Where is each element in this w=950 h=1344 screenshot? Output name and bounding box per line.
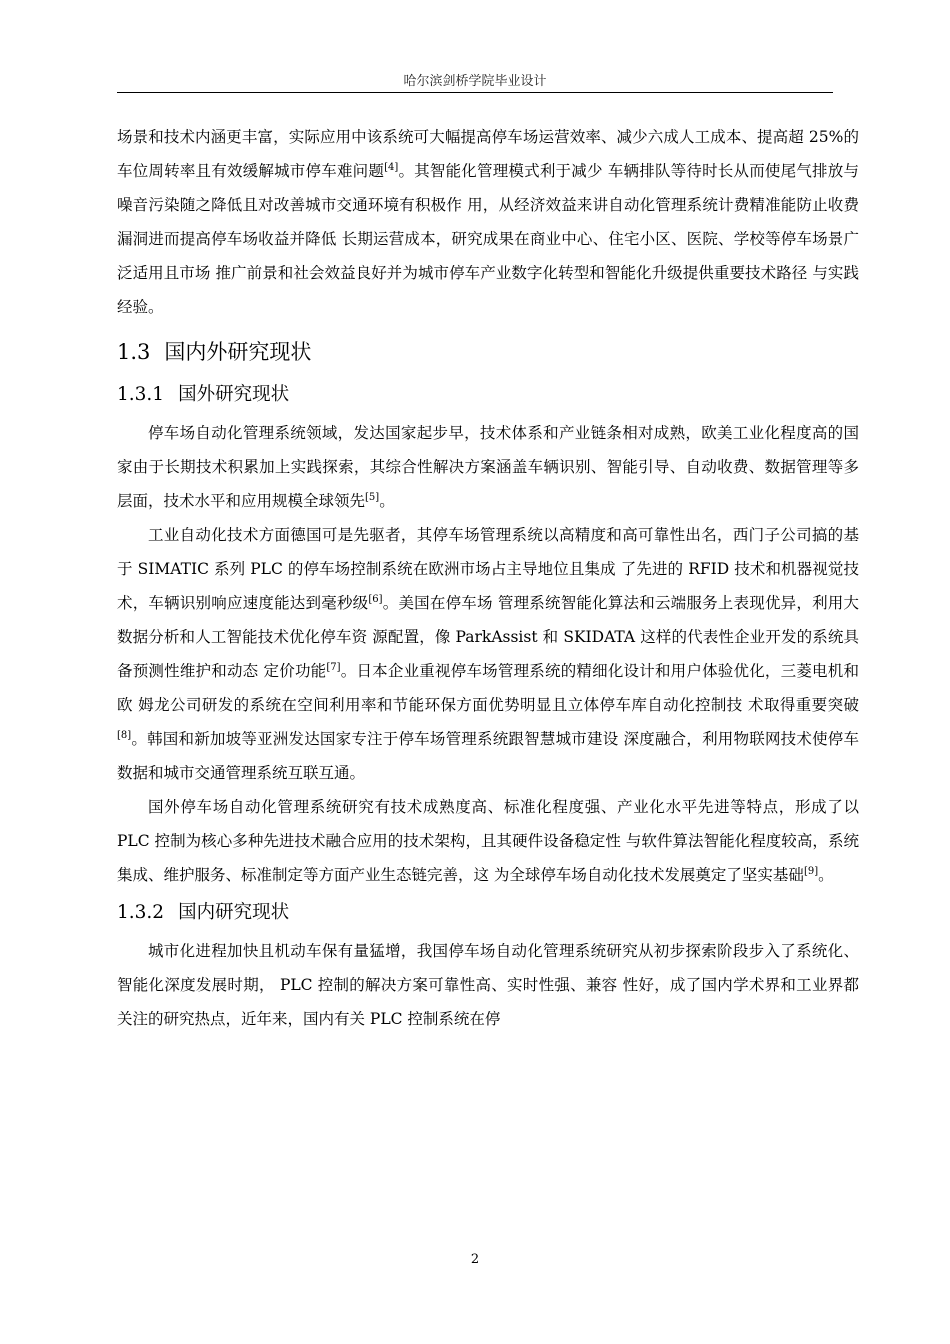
page-number: 2 — [470, 1252, 480, 1267]
citation-ref[interactable]: [6] — [368, 593, 383, 605]
paragraph-foreign-overview: 停车场自动化管理系统领域，发达国家起步早，技术体系和产业链条相对成熟，欧美工业化程度高的国家由于长期技术积累加上实践探索，其综合性解决方案涵盖车辆识别、智能引导、自动收费、数据管理等多层面，技术水平和应用规模全球领先[5]。 — [117, 424, 859, 510]
citation-ref[interactable]: [7] — [326, 661, 341, 673]
paragraph-foreign-countries: 工业自动化技术方面德国可是先驱者，其停车场管理系统以高精度和高可靠性出名，西门子公司搞的基于 SIMATIC 系列 PLC 的停车场控制系统在欧洲市场占主导地位且集成 了先进的 RFID 技术和机器视觉技术，车辆识别响应速度能达到毫秒级[6]。美国在停车场 管理系统智能化算法和云端服务上表现优异，利用大数据分析和人工智能技术优化停车资 源配置，像 ParkAssist 和 SKIDATA 这样的代表性企业开发的系统具备预测性维护和动态 定价功能[7]。日本企业重视停车场管理系统的精细化设计和用户体验优化，三菱电机和欧 姆龙公司研发的系统在空间利用率和节能环保方面优势明显且立体停车库自动化控制技 术取得重要突破[8]。韩国和新加坡等亚洲发达国家专注于停车场管理系统跟智慧城市建设 深度融合，利用物联网技术使停车数据和城市交通管理系统互联互通。 — [117, 526, 859, 782]
header-divider — [117, 92, 833, 93]
citation-ref[interactable]: [9] — [803, 865, 819, 877]
citation-ref[interactable]: [8] — [117, 729, 132, 741]
citation-ref[interactable]: [5] — [365, 491, 380, 503]
paragraph-continuation: 场景和技术内涵更丰富，实际应用中该系统可大幅提高停车场运营效率、减少六成人工成本、提高超 25%的车位周转率且有效缓解城市停车难问题[4]。其智能化管理模式利于减少 车辆排队等待时长从而使尾气排放与噪音污染随之降低且对改善城市交通环境有积极作 用，从经济效益来讲自动化管理系统计费精准能防止收费漏洞进而提高停车场收益并降低 长期运营成本，研究成果在商业中心、住宅小区、医院、学校等停车场景广泛适用且市场 推广前景和社会效益良好并为城市停车产业数字化转型和智能化升级提供重要技术路径 与实践经验。 — [117, 128, 859, 316]
section-heading-1-3: 1.3 国内外研究现状 — [117, 340, 312, 364]
page-body — [117, 120, 859, 1036]
section-heading-1-3-1: 1.3.1 国外研究现状 — [117, 384, 290, 405]
paragraph-domestic: 城市化进程加快且机动车保有量猛增，我国停车场自动化管理系统研究从初步探索阶段步入了系统化、智能化深度发展时期， PLC 控制的解决方案可靠性高、实时性强、兼容 性好，成了国内学术界和工业界都关注的研究热点，近年来，国内有关 PLC 控制系统在停 — [117, 942, 859, 1028]
section-heading-1-3-2: 1.3.2 国内研究现状 — [117, 902, 290, 923]
page-header: 哈尔滨剑桥学院毕业设计 — [403, 74, 547, 89]
paragraph-foreign-summary: 国外停车场自动化管理系统研究有技术成熟度高、标准化程度强、产业化水平先进等特点，形成了以 PLC 控制为核心多种先进技术融合应用的技术架构，且其硬件设备稳定性 与软件算法智能化程度较高，系统集成、维护服务、标准制定等方面产业生态链完善，这 为全球停车场自动化技术发展奠定了坚实基础[9]。 — [117, 798, 859, 884]
citation-ref[interactable]: [4] — [384, 161, 399, 173]
